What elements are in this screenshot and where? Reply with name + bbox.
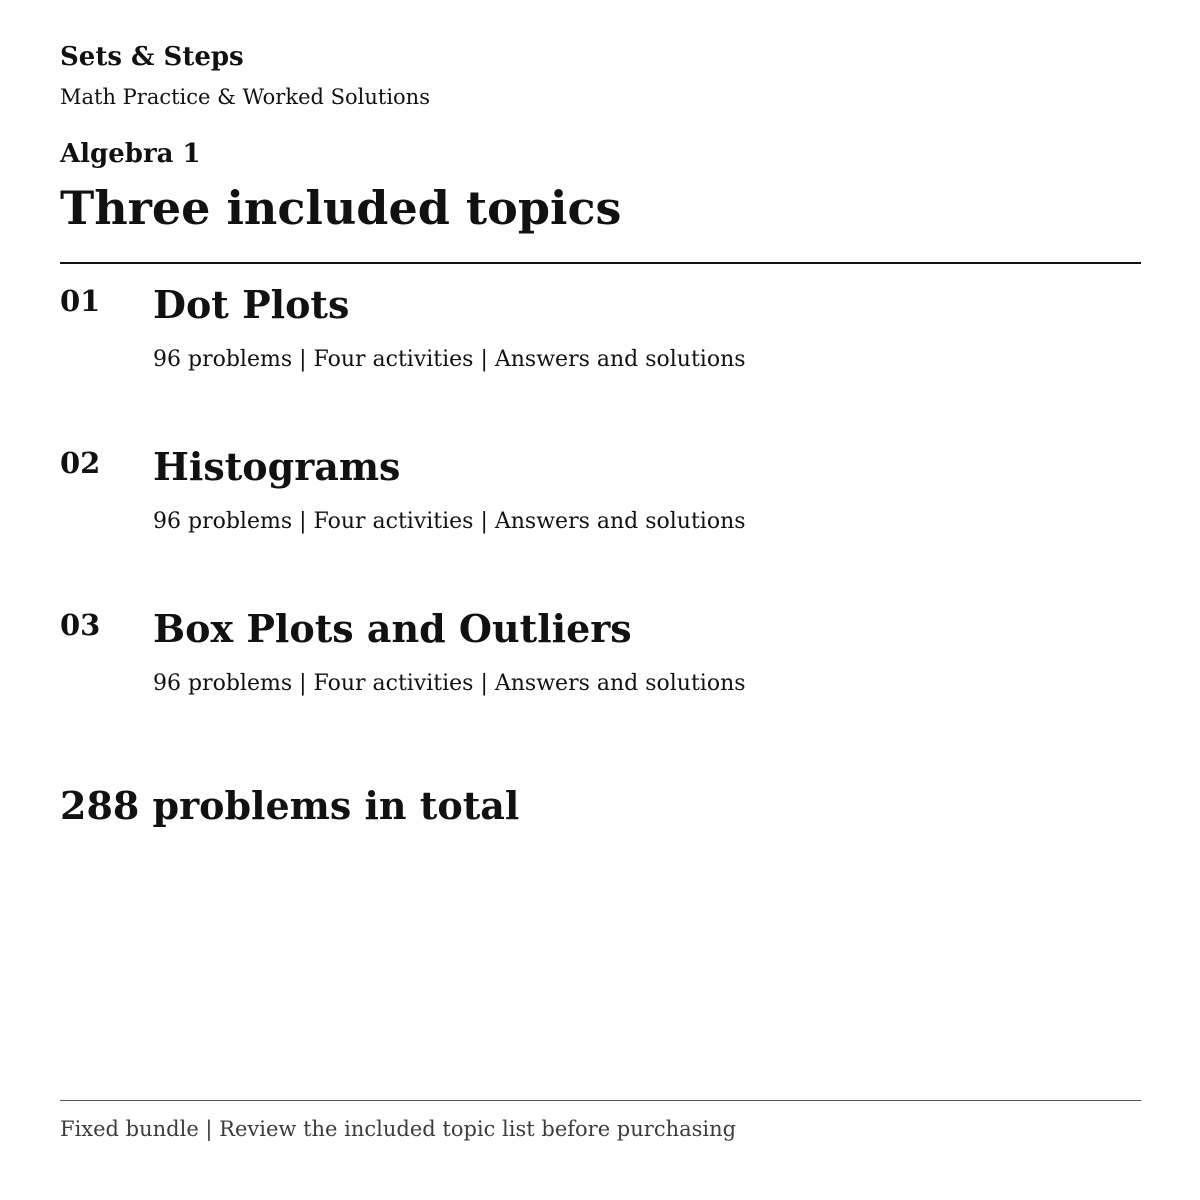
bundle-page — [60, 0, 1141, 1200]
topic-number: 02 — [60, 446, 101, 480]
total-problems: 288 problems in total — [60, 783, 520, 828]
page-title: Three included topics — [60, 181, 622, 235]
header-divider — [60, 262, 1141, 264]
topic-meta: 96 problems | Four activities | Answers and solutions — [153, 671, 746, 696]
topic-item — [60, 605, 1141, 725]
brand-tagline: Math Practice & Worked Solutions — [60, 85, 430, 109]
footer-divider — [60, 1100, 1141, 1101]
topic-item — [60, 281, 1141, 401]
topic-meta: 96 problems | Four activities | Answers and solutions — [153, 509, 746, 534]
footer-note: Fixed bundle | Review the included topic list before purchasing — [60, 1117, 737, 1141]
topic-title: Histograms — [153, 444, 401, 489]
topic-number: 01 — [60, 284, 101, 318]
course-label: Algebra 1 — [60, 139, 201, 169]
topic-meta: 96 problems | Four activities | Answers and solutions — [153, 347, 746, 372]
topic-title: Dot Plots — [153, 282, 350, 327]
topic-title: Box Plots and Outliers — [153, 606, 632, 651]
brand-name: Sets & Steps — [60, 42, 244, 72]
topic-item — [60, 443, 1141, 563]
topic-number: 03 — [60, 608, 101, 642]
